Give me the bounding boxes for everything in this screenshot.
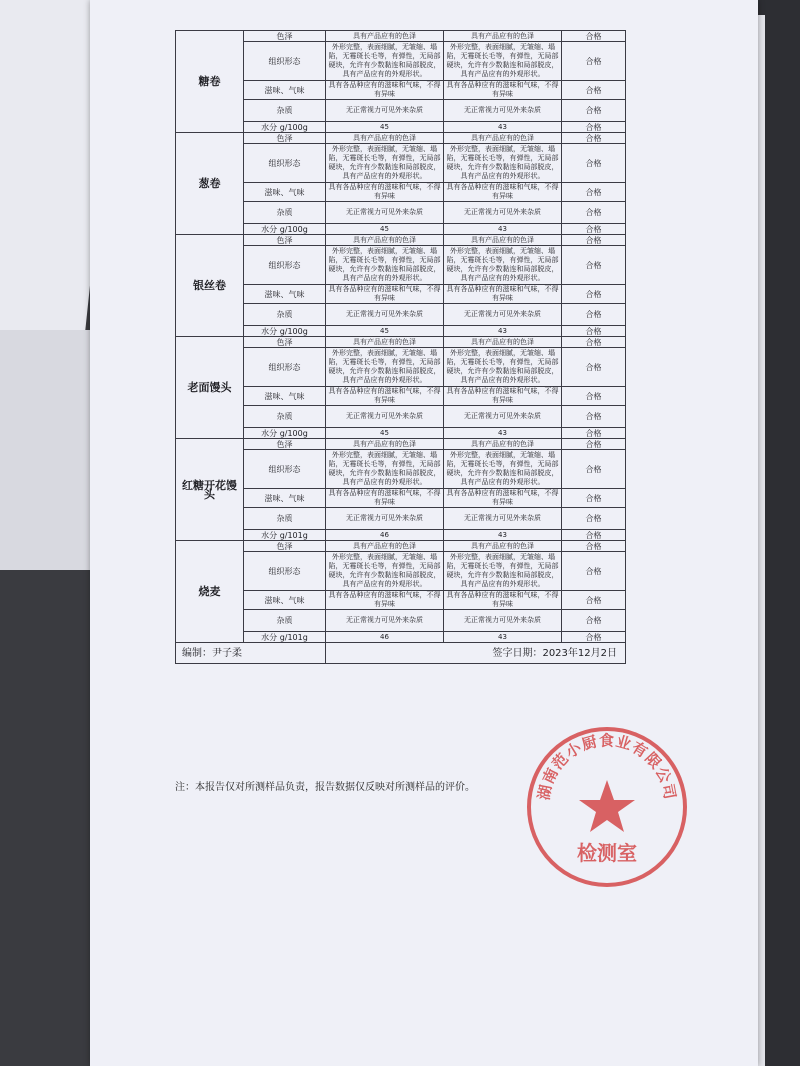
test-result: 外形完整，表面细腻，无皱缩、塌陷，无霉斑长毛等，有弹性，无局部硬块，允许有少数黏连和局部脱皮，具有产品应有的外观形状。 bbox=[444, 348, 562, 387]
standard-requirement: 45 bbox=[326, 428, 444, 439]
verdict-cell: 合格 bbox=[562, 183, 626, 202]
underlying-paper-lower bbox=[0, 330, 95, 570]
verdict-cell: 合格 bbox=[562, 552, 626, 591]
verdict-cell: 合格 bbox=[562, 81, 626, 100]
verdict-cell: 合格 bbox=[562, 508, 626, 530]
test-result: 具有各品种应有的滋味和气味，不得有异味 bbox=[444, 183, 562, 202]
test-item: 滋味、气味 bbox=[244, 285, 326, 304]
table-row bbox=[176, 122, 626, 133]
test-result: 具有产品应有的色泽 bbox=[444, 541, 562, 552]
table-row bbox=[176, 439, 626, 450]
table-row bbox=[176, 31, 626, 42]
verdict-cell: 合格 bbox=[562, 133, 626, 144]
verdict-cell: 合格 bbox=[562, 224, 626, 235]
table-row bbox=[176, 304, 626, 326]
verdict-cell: 合格 bbox=[562, 541, 626, 552]
verdict-cell: 合格 bbox=[562, 100, 626, 122]
test-item: 滋味、气味 bbox=[244, 489, 326, 508]
test-item: 组织形态 bbox=[244, 42, 326, 81]
standard-requirement: 具有各品种应有的滋味和气味，不得有异味 bbox=[326, 285, 444, 304]
test-item: 杂质 bbox=[244, 508, 326, 530]
standard-requirement: 具有产品应有的色泽 bbox=[326, 439, 444, 450]
test-result: 外形完整，表面细腻，无皱缩、塌陷，无霉斑长毛等，有弹性，无局部硬块，允许有少数黏连和局部脱皮，具有产品应有的外观形状。 bbox=[444, 144, 562, 183]
table-row bbox=[176, 508, 626, 530]
standard-requirement: 具有产品应有的色泽 bbox=[326, 133, 444, 144]
verdict-cell: 合格 bbox=[562, 610, 626, 632]
standard-requirement: 外形完整，表面细腻，无皱缩、塌陷，无霉斑长毛等，有弹性，无局部硬块，允许有少数黏连和局部脱皮，具有产品应有的外观形状。 bbox=[326, 348, 444, 387]
test-item: 杂质 bbox=[244, 100, 326, 122]
standard-requirement: 无正常视力可见外来杂质 bbox=[326, 100, 444, 122]
test-item: 水分 g/100g bbox=[244, 122, 326, 133]
test-result: 具有产品应有的色泽 bbox=[444, 235, 562, 246]
verdict-cell: 合格 bbox=[562, 489, 626, 508]
test-item: 杂质 bbox=[244, 406, 326, 428]
test-item: 色泽 bbox=[244, 31, 326, 42]
test-result: 具有各品种应有的滋味和气味，不得有异味 bbox=[444, 81, 562, 100]
test-item: 滋味、气味 bbox=[244, 183, 326, 202]
product-name: 烧麦 bbox=[176, 541, 244, 643]
verdict-cell: 合格 bbox=[562, 450, 626, 489]
verdict-cell: 合格 bbox=[562, 235, 626, 246]
table-row bbox=[176, 202, 626, 224]
verdict-cell: 合格 bbox=[562, 31, 626, 42]
standard-requirement: 外形完整，表面细腻，无皱缩、塌陷，无霉斑长毛等，有弹性，无局部硬块，允许有少数黏连和局部脱皮，具有产品应有的外观形状。 bbox=[326, 42, 444, 81]
table-row bbox=[176, 387, 626, 406]
standard-requirement: 具有各品种应有的滋味和气味，不得有异味 bbox=[326, 81, 444, 100]
test-item: 组织形态 bbox=[244, 348, 326, 387]
standard-requirement: 具有产品应有的色泽 bbox=[326, 31, 444, 42]
table-row bbox=[176, 541, 626, 552]
test-result: 43 bbox=[444, 326, 562, 337]
verdict-cell: 合格 bbox=[562, 348, 626, 387]
verdict-cell: 合格 bbox=[562, 439, 626, 450]
sign-date: 签字日期：2023年12月2日 bbox=[326, 643, 626, 664]
test-result: 无正常视力可见外来杂质 bbox=[444, 304, 562, 326]
test-result: 无正常视力可见外来杂质 bbox=[444, 406, 562, 428]
verdict-cell: 合格 bbox=[562, 144, 626, 183]
test-item: 组织形态 bbox=[244, 144, 326, 183]
standard-requirement: 无正常视力可见外来杂质 bbox=[326, 304, 444, 326]
standard-requirement: 46 bbox=[326, 530, 444, 541]
test-result: 43 bbox=[444, 428, 562, 439]
test-item: 组织形态 bbox=[244, 450, 326, 489]
standard-requirement: 具有各品种应有的滋味和气味，不得有异味 bbox=[326, 489, 444, 508]
test-result: 43 bbox=[444, 224, 562, 235]
test-item: 色泽 bbox=[244, 235, 326, 246]
test-result: 具有各品种应有的滋味和气味，不得有异味 bbox=[444, 387, 562, 406]
verdict-cell: 合格 bbox=[562, 632, 626, 643]
test-result: 具有产品应有的色泽 bbox=[444, 439, 562, 450]
test-result: 具有各品种应有的滋味和气味，不得有异味 bbox=[444, 591, 562, 610]
table-row bbox=[176, 326, 626, 337]
test-result: 外形完整，表面细腻，无皱缩、塌陷，无霉斑长毛等，有弹性，无局部硬块，允许有少数黏连和局部脱皮，具有产品应有的外观形状。 bbox=[444, 450, 562, 489]
product-name: 银丝卷 bbox=[176, 235, 244, 337]
table-row bbox=[176, 133, 626, 144]
table-row bbox=[176, 224, 626, 235]
table-row bbox=[176, 100, 626, 122]
test-item: 水分 g/101g bbox=[244, 632, 326, 643]
product-name: 红糖开花馒头 bbox=[176, 439, 244, 541]
test-item: 滋味、气味 bbox=[244, 591, 326, 610]
table-row bbox=[176, 489, 626, 508]
table-row bbox=[176, 406, 626, 428]
standard-requirement: 具有各品种应有的滋味和气味，不得有异味 bbox=[326, 387, 444, 406]
standard-requirement: 具有各品种应有的滋味和气味，不得有异味 bbox=[326, 183, 444, 202]
standard-requirement: 45 bbox=[326, 224, 444, 235]
table-row bbox=[176, 428, 626, 439]
product-name: 老面馒头 bbox=[176, 337, 244, 439]
standard-requirement: 45 bbox=[326, 326, 444, 337]
test-result: 43 bbox=[444, 632, 562, 643]
table-row bbox=[176, 144, 626, 183]
verdict-cell: 合格 bbox=[562, 42, 626, 81]
verdict-cell: 合格 bbox=[562, 387, 626, 406]
test-result: 外形完整，表面细腻，无皱缩、塌陷，无霉斑长毛等，有弹性，无局部硬块，允许有少数黏连和局部脱皮，具有产品应有的外观形状。 bbox=[444, 42, 562, 81]
verdict-cell: 合格 bbox=[562, 246, 626, 285]
table-row bbox=[176, 552, 626, 591]
test-item: 色泽 bbox=[244, 541, 326, 552]
verdict-cell: 合格 bbox=[562, 326, 626, 337]
test-item: 水分 g/100g bbox=[244, 224, 326, 235]
test-result: 外形完整，表面细腻，无皱缩、塌陷，无霉斑长毛等，有弹性，无局部硬块，允许有少数黏连和局部脱皮，具有产品应有的外观形状。 bbox=[444, 552, 562, 591]
test-result: 具有各品种应有的滋味和气味，不得有异味 bbox=[444, 285, 562, 304]
test-item: 色泽 bbox=[244, 337, 326, 348]
verdict-cell: 合格 bbox=[562, 285, 626, 304]
table-row bbox=[176, 81, 626, 100]
test-item: 水分 g/101g bbox=[244, 530, 326, 541]
standard-requirement: 45 bbox=[326, 122, 444, 133]
standard-requirement: 46 bbox=[326, 632, 444, 643]
verdict-cell: 合格 bbox=[562, 122, 626, 133]
test-item: 色泽 bbox=[244, 133, 326, 144]
test-item: 水分 g/100g bbox=[244, 326, 326, 337]
test-result: 具有产品应有的色泽 bbox=[444, 337, 562, 348]
test-result: 43 bbox=[444, 530, 562, 541]
table-row bbox=[176, 530, 626, 541]
svg-text:湖南范小厨食业有限公司: 湖南范小厨食业有限公司 bbox=[534, 731, 680, 802]
standard-requirement: 外形完整，表面细腻，无皱缩、塌陷，无霉斑长毛等，有弹性，无局部硬块，允许有少数黏连和局部脱皮，具有产品应有的外观形状。 bbox=[326, 450, 444, 489]
inspection-table bbox=[175, 30, 626, 664]
compiler-label: 编制：尹子柔 bbox=[176, 643, 326, 664]
verdict-cell: 合格 bbox=[562, 202, 626, 224]
test-item: 滋味、气味 bbox=[244, 81, 326, 100]
table-row bbox=[176, 337, 626, 348]
test-result: 具有产品应有的色泽 bbox=[444, 31, 562, 42]
test-result: 具有各品种应有的滋味和气味，不得有异味 bbox=[444, 489, 562, 508]
standard-requirement: 具有各品种应有的滋味和气味，不得有异味 bbox=[326, 591, 444, 610]
verdict-cell: 合格 bbox=[562, 406, 626, 428]
verdict-cell: 合格 bbox=[562, 337, 626, 348]
verdict-cell: 合格 bbox=[562, 591, 626, 610]
test-result: 无正常视力可见外来杂质 bbox=[444, 508, 562, 530]
table-row bbox=[176, 591, 626, 610]
verdict-cell: 合格 bbox=[562, 428, 626, 439]
table-row bbox=[176, 42, 626, 81]
table-row bbox=[176, 450, 626, 489]
test-result: 外形完整，表面细腻，无皱缩、塌陷，无霉斑长毛等，有弹性，无局部硬块，允许有少数黏连和局部脱皮，具有产品应有的外观形状。 bbox=[444, 246, 562, 285]
verdict-cell: 合格 bbox=[562, 530, 626, 541]
test-result: 具有产品应有的色泽 bbox=[444, 133, 562, 144]
test-item: 杂质 bbox=[244, 202, 326, 224]
standard-requirement: 无正常视力可见外来杂质 bbox=[326, 508, 444, 530]
standard-requirement: 无正常视力可见外来杂质 bbox=[326, 406, 444, 428]
standard-requirement: 无正常视力可见外来杂质 bbox=[326, 610, 444, 632]
product-name: 糖卷 bbox=[176, 31, 244, 133]
table-row bbox=[176, 246, 626, 285]
table-row bbox=[176, 610, 626, 632]
test-result: 43 bbox=[444, 122, 562, 133]
report-note: 注：本报告仅对所测样品负责，报告数据仅反映对所测样品的评价。 bbox=[175, 782, 475, 793]
table-row bbox=[176, 285, 626, 304]
table-row bbox=[176, 183, 626, 202]
test-result: 无正常视力可见外来杂质 bbox=[444, 100, 562, 122]
table-row bbox=[176, 348, 626, 387]
product-name: 葱卷 bbox=[176, 133, 244, 235]
standard-requirement: 外形完整，表面细腻，无皱缩、塌陷，无霉斑长毛等，有弹性，无局部硬块，允许有少数黏连和局部脱皮，具有产品应有的外观形状。 bbox=[326, 144, 444, 183]
test-item: 杂质 bbox=[244, 304, 326, 326]
standard-requirement: 具有产品应有的色泽 bbox=[326, 235, 444, 246]
standard-requirement: 具有产品应有的色泽 bbox=[326, 337, 444, 348]
standard-requirement: 外形完整，表面细腻，无皱缩、塌陷，无霉斑长毛等，有弹性，无局部硬块，允许有少数黏连和局部脱皮，具有产品应有的外观形状。 bbox=[326, 246, 444, 285]
standard-requirement: 无正常视力可见外来杂质 bbox=[326, 202, 444, 224]
signature-row bbox=[176, 643, 626, 664]
test-item: 组织形态 bbox=[244, 246, 326, 285]
test-result: 无正常视力可见外来杂质 bbox=[444, 610, 562, 632]
table-row bbox=[176, 235, 626, 246]
company-seal bbox=[522, 722, 692, 892]
test-item: 组织形态 bbox=[244, 552, 326, 591]
table-row bbox=[176, 632, 626, 643]
test-result: 无正常视力可见外来杂质 bbox=[444, 202, 562, 224]
standard-requirement: 具有产品应有的色泽 bbox=[326, 541, 444, 552]
test-item: 水分 g/100g bbox=[244, 428, 326, 439]
standard-requirement: 外形完整，表面细腻，无皱缩、塌陷，无霉斑长毛等，有弹性，无局部硬块，允许有少数黏连和局部脱皮，具有产品应有的外观形状。 bbox=[326, 552, 444, 591]
verdict-cell: 合格 bbox=[562, 304, 626, 326]
test-item: 杂质 bbox=[244, 610, 326, 632]
test-item: 色泽 bbox=[244, 439, 326, 450]
seal-center-text: 检测室 bbox=[577, 841, 637, 865]
test-item: 滋味、气味 bbox=[244, 387, 326, 406]
